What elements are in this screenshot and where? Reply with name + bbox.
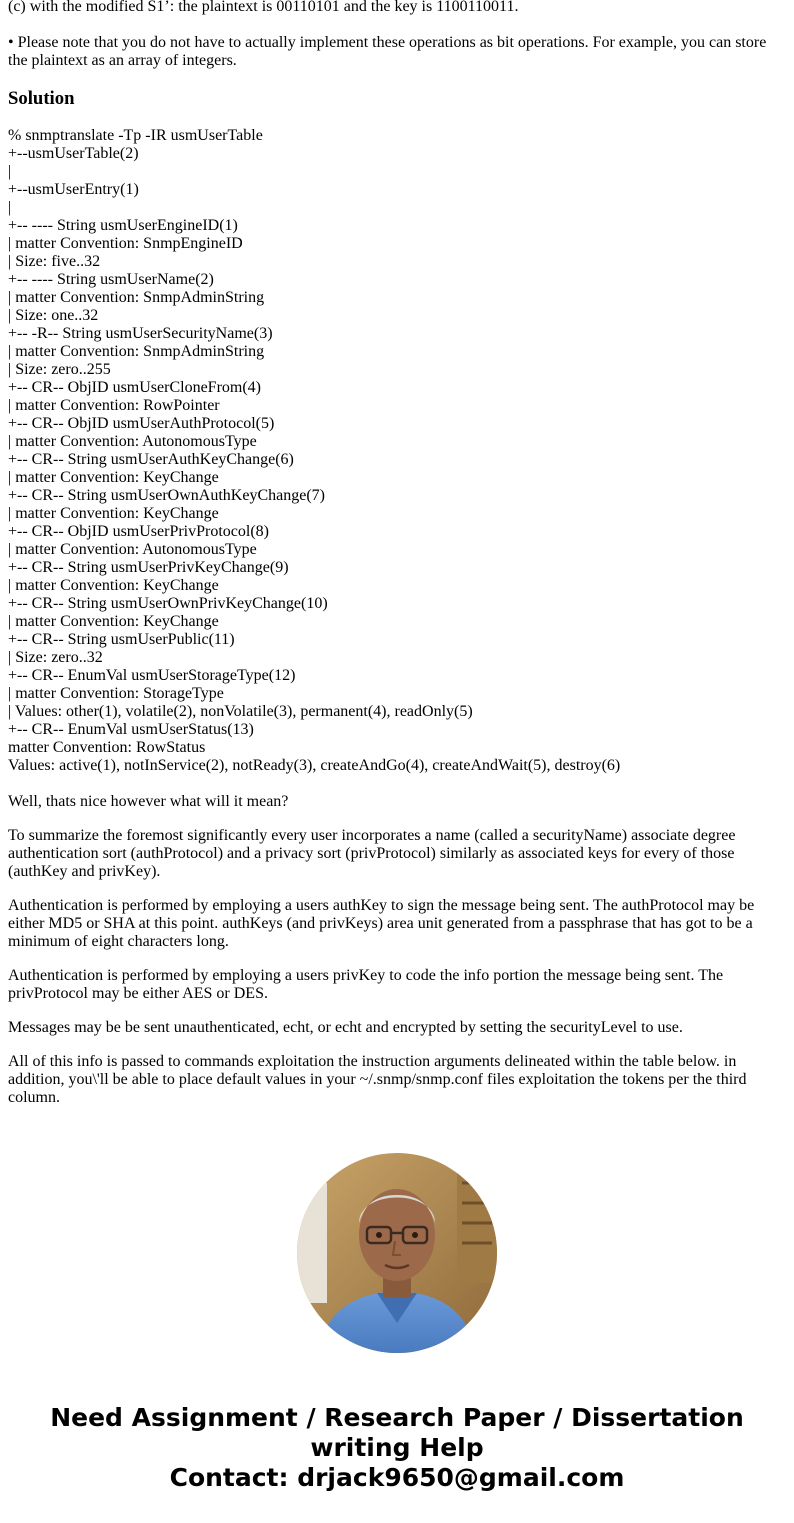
tree-line: % snmptranslate -Tp -IR usmUserTable [8, 127, 263, 144]
intro-note: • Please note that you do not have to actually implement these operations as bit operations. For example, you can store the plaintext as an array of integers. [8, 34, 767, 69]
tree-line: | Size: zero..32 [8, 649, 103, 666]
tree-line: | Values: other(1), volatile(2), nonVolatile(3), permanent(4), readOnly(5) [8, 703, 473, 720]
tree-line: matter Convention: RowStatus [8, 739, 206, 756]
tree-line: +-- CR-- String usmUserOwnAuthKeyChange(7) [8, 487, 325, 504]
explanation-paragraph: Authentication is performed by employing a users authKey to sign the message being sent. The authProtocol may be either MD5 or SHA at this point. authKeys (and privKeys) area unit generated from a passphrase that has got to be a minimum of eight characters long. [8, 897, 755, 950]
tree-line: | matter Convention: StorageType [8, 685, 224, 702]
document-content [8, 0, 778, 1123]
intro-section [8, 0, 778, 70]
tree-line: | Size: zero..255 [8, 361, 111, 378]
tree-line: | matter Convention: KeyChange [8, 577, 219, 594]
banner-line-1: Need Assignment / Research Paper / Dissertation [50, 1403, 744, 1432]
tree-line: | matter Convention: RowPointer [8, 397, 220, 414]
contact-banner [0, 1403, 794, 1493]
explanation-paragraph: Authentication is performed by employing a users privKey to code the info portion the message being sent. The privProtocol may be either AES or DES. [8, 967, 724, 1002]
tree-line: | matter Convention: SnmpAdminString [8, 343, 265, 360]
banner-contact-email[interactable]: Contact: drjack9650@gmail.com [169, 1463, 625, 1492]
tree-line: +-- CR-- String usmUserPrivKeyChange(9) [8, 559, 289, 576]
tree-line: +-- CR-- ObjID usmUserPrivProtocol(8) [8, 523, 269, 540]
tree-line: | matter Convention: KeyChange [8, 613, 219, 630]
tree-line: | matter Convention: KeyChange [8, 469, 219, 486]
tree-line: +-- -R-- String usmUserSecurityName(3) [8, 325, 273, 342]
author-photo-illustration [297, 1153, 497, 1353]
tree-line: Values: active(1), notInService(2), notReady(3), createAndGo(4), createAndWait(5), destroy(6) [8, 757, 621, 774]
explanation-paragraph: Well, thats nice however what will it mean? [8, 793, 289, 810]
tree-line: +-- ---- String usmUserEngineID(1) [8, 217, 238, 234]
tree-line: +-- CR-- String usmUserOwnPrivKeyChange(10) [8, 595, 328, 612]
tree-line: +--usmUserTable(2) [8, 145, 139, 162]
tree-line: | [8, 199, 12, 216]
explanation-paragraph: All of this info is passed to commands exploitation the instruction arguments delineated within the table below. in addition, you\'ll be able to place default values in your ~/.snmp/snmp.conf files exploitation the tokens per the third column. [8, 1053, 747, 1106]
solution-heading: Solution [8, 88, 75, 109]
explanation-paragraph: Messages may be be sent unauthenticated, echt, or echt and encrypted by setting the securityLevel to use. [8, 1019, 683, 1036]
tree-line: | matter Convention: AutonomousType [8, 541, 257, 558]
tree-line: | matter Convention: AutonomousType [8, 433, 257, 450]
author-avatar [297, 1153, 497, 1353]
tree-line: +-- CR-- ObjID usmUserAuthProtocol(5) [8, 415, 275, 432]
snmp-tree-output [8, 127, 778, 775]
tree-line: +-- CR-- String usmUserPublic(11) [8, 631, 235, 648]
tree-line: +--usmUserEntry(1) [8, 181, 139, 198]
tree-line: | matter Convention: KeyChange [8, 505, 219, 522]
tree-line: +-- CR-- String usmUserAuthKeyChange(6) [8, 451, 294, 468]
intro-line: (c) with the modified S1’: the plaintext is 00110101 and the key is 1100110011. [8, 0, 519, 15]
tree-line: | Size: one..32 [8, 307, 99, 324]
tree-line: | Size: five..32 [8, 253, 101, 270]
tree-line: +-- ---- String usmUserName(2) [8, 271, 214, 288]
tree-line: +-- CR-- EnumVal usmUserStatus(13) [8, 721, 254, 738]
banner-line-2: writing Help [310, 1433, 484, 1462]
tree-line: +-- CR-- ObjID usmUserCloneFrom(4) [8, 379, 261, 396]
tree-line: +-- CR-- EnumVal usmUserStorageType(12) [8, 667, 296, 684]
tree-line: | [8, 163, 12, 180]
tree-line: | matter Convention: SnmpEngineID [8, 235, 243, 252]
explanation-paragraphs [8, 793, 778, 1107]
tree-line: | matter Convention: SnmpAdminString [8, 289, 265, 306]
explanation-paragraph: To summarize the foremost significantly every user incorporates a name (called a securityName) associate degree authentication sort (authProtocol) and a privacy sort (privProtocol) similarly as associated keys for every of those (authKey and privKey). [8, 827, 736, 880]
